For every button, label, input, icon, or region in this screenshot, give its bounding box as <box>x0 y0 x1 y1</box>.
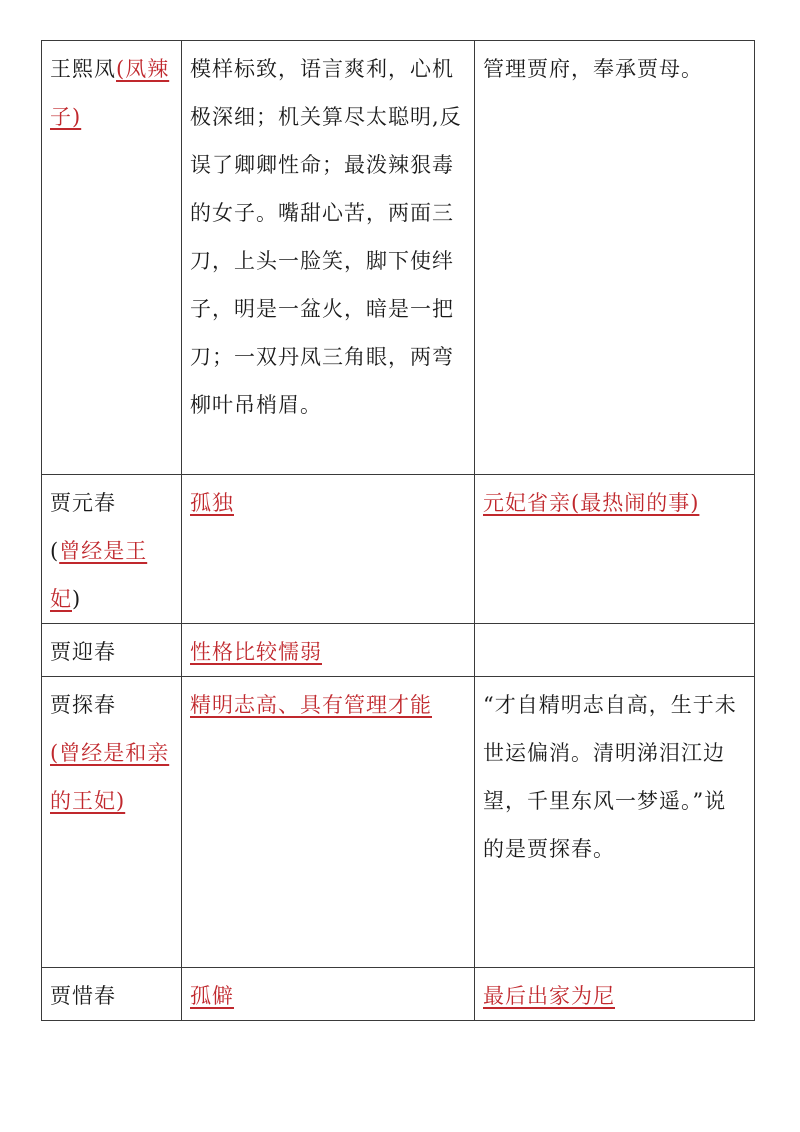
character-name: 贾探春 <box>50 693 116 717</box>
character-name: 贾迎春 <box>42 624 182 677</box>
character-traits: 性格比较懦弱 <box>190 640 322 664</box>
character-traits: 孤僻 <box>190 984 234 1008</box>
character-nickname: (凤辣子) <box>50 57 170 129</box>
character-events <box>475 624 755 677</box>
character-name-cell <box>42 677 182 968</box>
table-row <box>42 677 755 968</box>
character-note: 曾经是王妃 <box>50 539 148 611</box>
character-events: 管理贾府，奉承贾母。 <box>475 41 755 475</box>
character-events-cell <box>475 475 755 624</box>
character-traits-cell <box>182 968 475 1021</box>
table-row <box>42 624 755 677</box>
table-row <box>42 968 755 1021</box>
character-traits: 模样标致，语言爽利，心机极深细；机关算尽太聪明,反误了卿卿性命；最泼辣狠毒的女子。嘴甜心苦，两面三刀，上头一脸笑，脚下使绊子，明是一盆火，暗是一把刀；一双丹凤三角眼，两弯柳叶吊梢眉。 <box>182 41 475 475</box>
character-name: 贾元春 <box>50 491 116 515</box>
character-name-cell <box>42 475 182 624</box>
table-row <box>42 475 755 624</box>
table-row <box>42 41 755 475</box>
character-note: (曾经是和亲的王妃) <box>50 741 170 813</box>
character-name: 贾惜春 <box>42 968 182 1021</box>
character-events: 元妃省亲(最热闹的事) <box>483 491 700 515</box>
character-traits: 精明志高、具有管理才能 <box>190 693 432 717</box>
paren-open: ( <box>50 539 60 563</box>
character-name-cell <box>42 41 182 475</box>
character-table <box>41 40 755 1021</box>
character-traits-cell <box>182 624 475 677</box>
character-traits: 孤独 <box>190 491 234 515</box>
character-events-cell <box>475 968 755 1021</box>
character-events: 最后出家为尼 <box>483 984 615 1008</box>
character-events: “才自精明志自高，生于未世运偏消。清明涕泪江边望，千里东风一梦遥。”说的是贾探春。 <box>475 677 755 968</box>
character-traits-cell <box>182 677 475 968</box>
character-traits-cell <box>182 475 475 624</box>
character-name: 王熙凤 <box>50 57 116 81</box>
paren-close: ) <box>72 587 82 611</box>
